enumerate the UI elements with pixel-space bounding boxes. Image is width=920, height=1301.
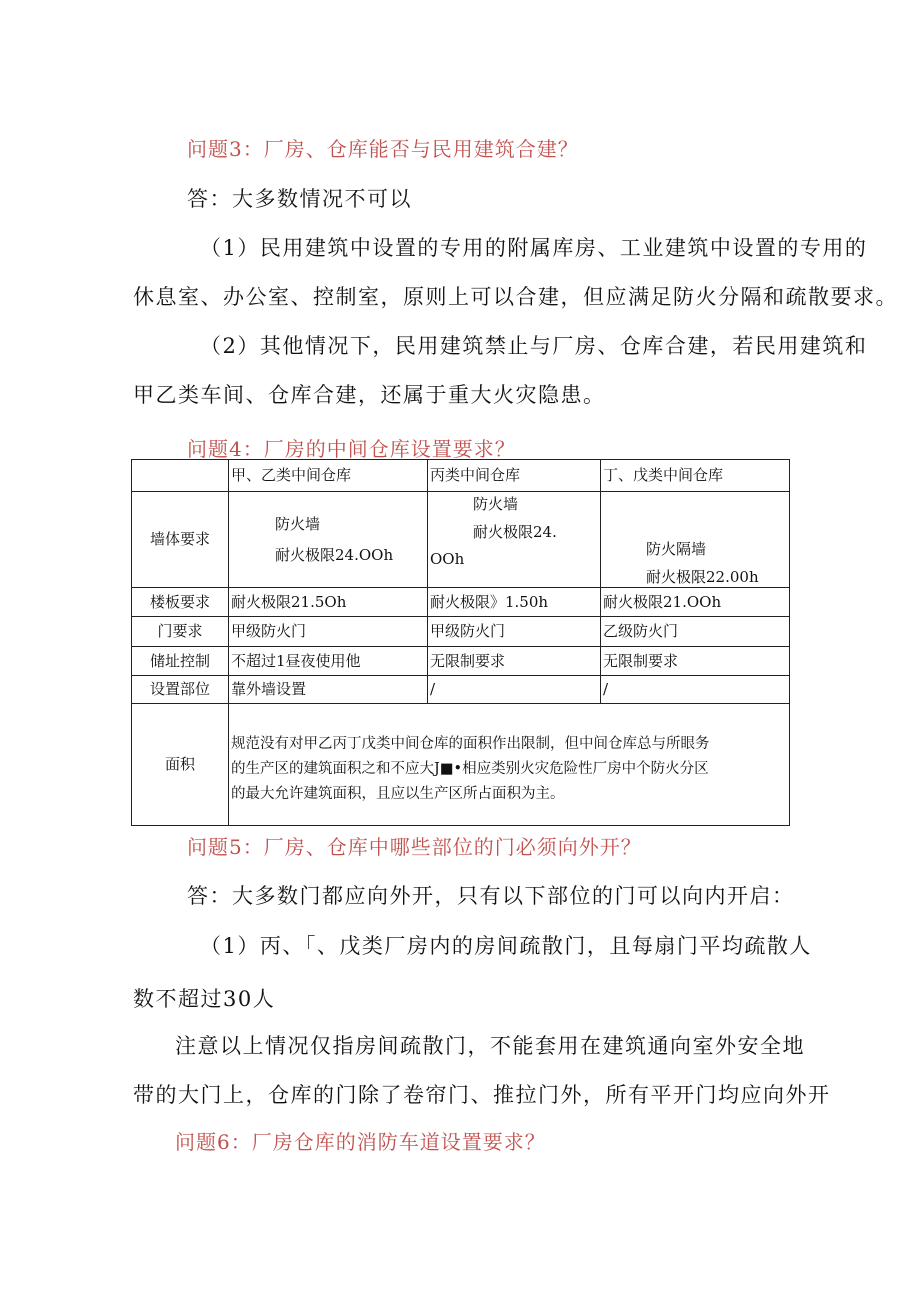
- table-header-row: [132, 460, 790, 492]
- cell-door-class-a-b: 甲级防火门: [229, 617, 428, 647]
- wall-d-e-type: 防火隔墙: [646, 539, 707, 558]
- header-class-c: 丙类中间仓库: [428, 460, 601, 492]
- header-class-a-b: 甲、乙类中间仓库: [229, 460, 428, 492]
- header-empty: [132, 460, 229, 492]
- row-label-wall: 墙体要求: [132, 492, 229, 588]
- q3-title: 问题3：厂房、仓库能否与民用建筑合建？: [187, 137, 579, 161]
- table-row-floor: [132, 588, 790, 617]
- cell-door-class-d-e: 乙级防火门: [601, 617, 790, 647]
- area-text-line-1: 规范没有对甲乙丙丁戊类中间仓库的面积作出限制，但中间仓库总与所眼务: [231, 736, 710, 752]
- q5-paragraph-1-line-1: （1）丙、「、戊类厂房内的房间疏散门，且每扇门平均疏散人: [200, 934, 812, 958]
- table-row-location: [132, 676, 790, 704]
- wall-c-rating: 耐火极限24.: [473, 523, 557, 542]
- wall-d-e-rating: 耐火极限22.00h: [646, 567, 759, 586]
- q3-paragraph-2-line-1: （2）其他情况下，民用建筑禁止与厂房、仓库合建，若民用建筑和: [200, 334, 868, 358]
- q3-paragraph-1-line-2: 休息室、办公室、控制室，原则上可以合建，但应满足防火分隔和疏散要求。: [133, 285, 898, 309]
- q5-answer: 答：大多数门都应向外开，只有以下部位的门可以向内开启：: [187, 884, 795, 908]
- area-text-line-2: 的生产区的建筑面积之和不应大J■•相应类别火灾危险性厂房中个防火分区: [231, 761, 709, 777]
- mid-warehouse-table: [131, 459, 790, 826]
- cell-floor-class-c: 耐火极限》1.50h: [428, 588, 601, 617]
- header-class-d-e: 丁、戊类中间仓库: [601, 460, 790, 492]
- cell-wall-class-c: [428, 492, 601, 588]
- table-row-area: [132, 704, 790, 826]
- row-label-storage: 储址控制: [132, 647, 229, 676]
- q5-title: 问题5：厂房、仓库中哪些部位的门必须向外开？: [187, 835, 642, 859]
- q5-paragraph-1-line-2: 数不超过30人: [133, 987, 276, 1011]
- wall-a-b-rating: 耐火极限24.OOh: [275, 545, 394, 564]
- cell-storage-class-d-e: 无限制要求: [601, 647, 790, 676]
- cell-area: [229, 704, 790, 826]
- wall-a-b-type: 防火墙: [275, 515, 321, 534]
- wall-c-rating-cont: OOh: [430, 549, 465, 568]
- q5-note-line-1: 注意以上情况仅指房间疏散门，不能套用在建筑通向室外安全地: [175, 1034, 805, 1058]
- cell-floor-class-d-e: 耐火极限21.OOh: [601, 588, 790, 617]
- cell-location-class-d-e: /: [601, 676, 790, 704]
- cell-wall-class-d-e: [601, 492, 790, 588]
- cell-storage-class-a-b: 不超过1昼夜使用他: [229, 647, 428, 676]
- q5-note-line-2: 带的大门上，仓库的门除了卷帘门、推拉门外，所有平开门均应向外开: [133, 1083, 831, 1107]
- cell-wall-class-a-b: [229, 492, 428, 588]
- row-label-door: 门要求: [132, 617, 229, 647]
- row-label-floor: 楼板要求: [132, 588, 229, 617]
- q3-paragraph-1-line-1: （1）民用建筑中设置的专用的附属库房、工业建筑中设置的专用的: [200, 236, 868, 260]
- cell-floor-class-a-b: 耐火极限21.5Oh: [229, 588, 428, 617]
- cell-door-class-c: 甲级防火门: [428, 617, 601, 647]
- q3-answer: 答：大多数情况不可以: [187, 187, 412, 211]
- row-label-area: 面积: [132, 704, 229, 826]
- table-row-wall: [132, 492, 790, 588]
- cell-location-class-c: /: [428, 676, 601, 704]
- q3-paragraph-2-line-2: 甲乙类车间、仓库合建，还属于重大火灾隐患。: [133, 383, 606, 407]
- cell-storage-class-c: 无限制要求: [428, 647, 601, 676]
- area-text-line-3: 的最大允许建筑面积，且应以生产区所占面积为主。: [231, 786, 565, 802]
- q6-title: 问题6：厂房仓库的消防车道设置要求？: [175, 1130, 546, 1154]
- wall-c-type: 防火墙: [473, 495, 519, 513]
- table-row-storage: [132, 647, 790, 676]
- cell-location-class-a-b: 靠外墙设置: [229, 676, 428, 704]
- table-row-door: [132, 617, 790, 647]
- row-label-location: 设置部位: [132, 676, 229, 704]
- q4-title: 问题4：厂房的中间仓库设置要求？: [187, 437, 516, 461]
